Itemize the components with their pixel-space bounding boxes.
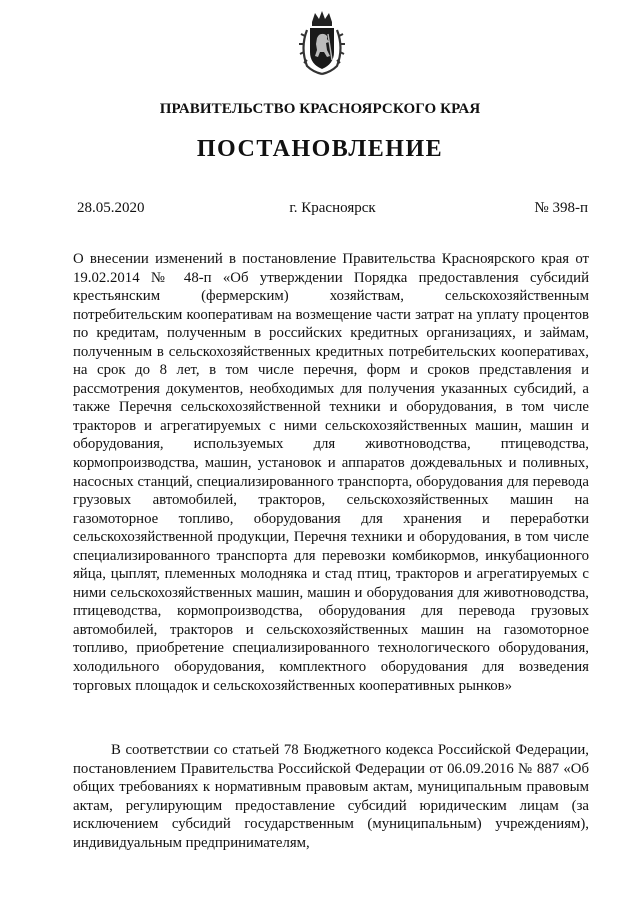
document-title-paragraph: О внесении изменений в постановление Правительства Красноярского края от 19.02.2014 № 48-п «Об утверждении Порядка предоставления субсидий крестьянским (фермерским) хозяйствам, сельскохозяйственным потребительским кооперативам на возмещение части затрат на уплату процентов по кредитам, полученным в российских кредитных организациях, и займам, полученным в сельскохозяйственных кредитных потребительских кооперативах, на срок до 8 лет, в том числе перечня, форм и сроков представления и рассмотрения документов, необходимых для получения указанных субсидий, а также Перечня сельскохозяйственной техники и оборудования, в том числе тракторов и агрегатируемых с ними сельскохозяйственных машин, машин и оборудования, используемых для животноводства, птицеводства, кормопроизводства, машин, установок и аппаратов дождевальных и поливных, насосных станций, специализированного транспорта, оборудования для перевода грузовых автомобилей, тракторов, сельскохозяйственных машин на газомоторное топливо, оборудования для хранения и переработки сельскохозяйственной продукции, Перечня техники и оборудования, в том числе специализированного транспорта для перевозки комбикормов, инкубационного яйца, цыплят, племенных молодняка и стад птиц, тракторов и агрегатируемых с ними сельскохозяйственных машин, машин и оборудования для животноводства, птицеводства, кормопроизводства, оборудования для перевода грузовых автомобилей, тракторов и сельскохозяйственных машин на газомоторное топливо, приобретение специализированного технологического оборудования, холодильного оборудования, комплектного оборудования для возведения торговых площадок и сельскохозяйственных кооперативных рынков» [73,251,589,694]
document-date: 28.05.2020 [77,200,145,216]
government-title: ПРАВИТЕЛЬСТВО КРАСНОЯРСКОГО КРАЯ [159,101,481,117]
document-type-heading: ПОСТАНОВЛЕНИЕ [196,136,444,162]
document-city: г. Красноярск [289,200,376,216]
coat-of-arms-icon [297,8,347,78]
document-number: № 398-п [534,200,588,216]
document-meta-row [77,200,588,220]
document-body-paragraph: В соответствии со статьей 78 Бюджетного кодекса Российской Федерации, постановлением Правительства Российской Федерации от 06.09.2016 № 887 «Об общих требованиях к нормативным правовым актам, муниципальным правовым актам, регулирующим предоставление субсидий юридическим лицам (за исключением субсидий государственным (муниципальным) учреждениям), индивидуальным предпринимателям, [73,742,589,851]
